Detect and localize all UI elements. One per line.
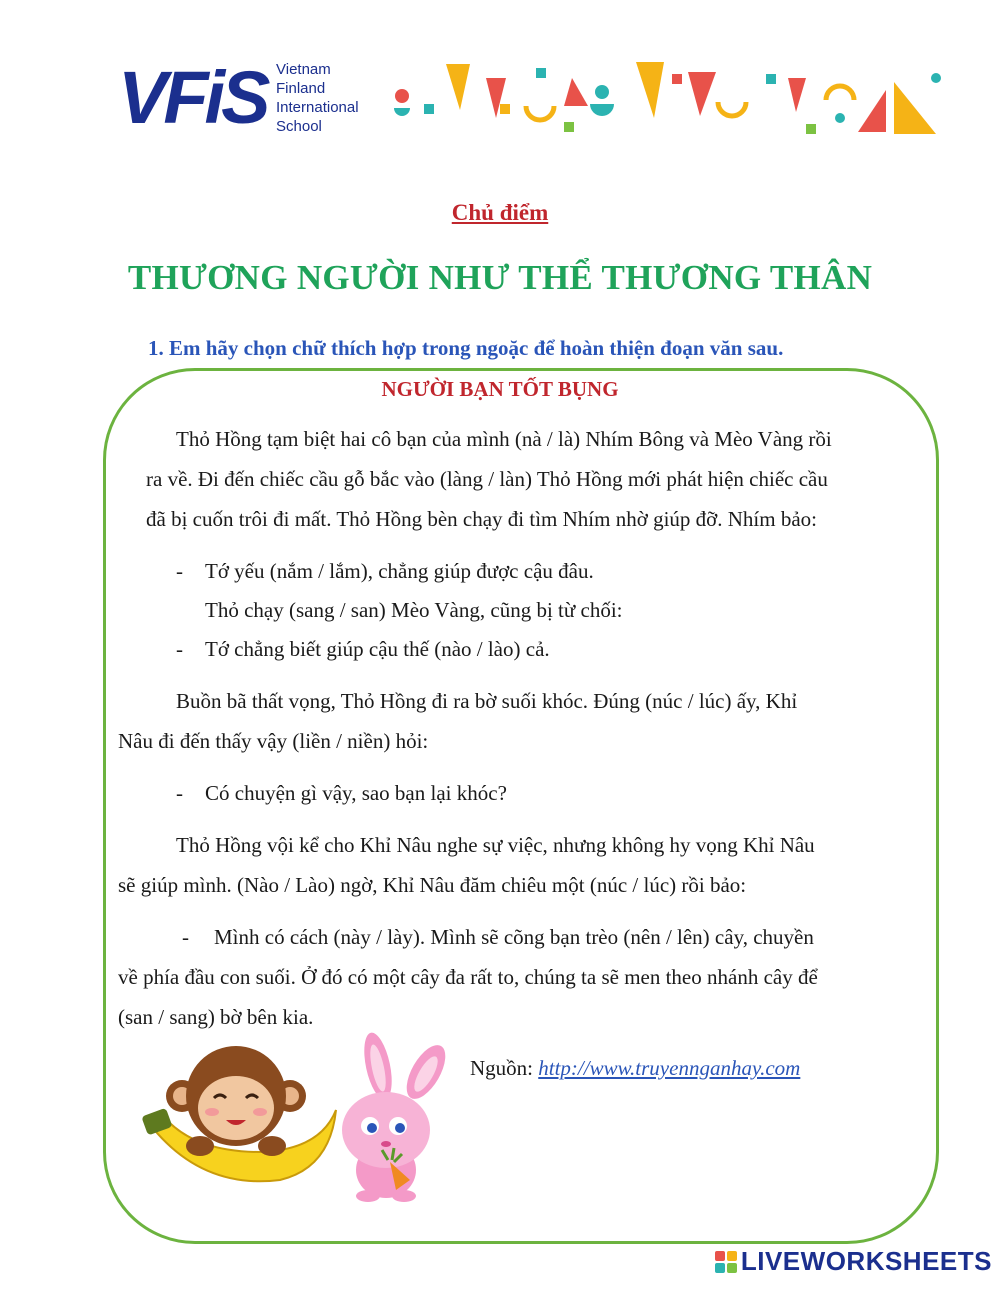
- logo-line: School: [276, 118, 322, 135]
- logo-line: International: [276, 99, 359, 116]
- source-label: Nguồn:: [470, 1056, 539, 1080]
- dialogue-line: về phía đầu con suối. Ở đó có một cây đa rất to, chúng ta sẽ men theo nhánh cây để: [118, 965, 818, 989]
- logo-line: Finland: [276, 80, 326, 97]
- footer-brand: LIVEWORKSHEETS: [740, 1246, 992, 1276]
- bunny-illustration: [330, 1030, 450, 1202]
- narration-line: Thỏ chạy (sang / san) Mèo Vàng, cũng bị từ chối:: [205, 598, 623, 622]
- page-title: THƯƠNG NGƯỜI NHƯ THỂ THƯƠNG THÂN: [127, 258, 873, 297]
- dialogue-line: (san / sang) bờ bên kia.: [118, 1005, 314, 1029]
- paragraph-line: Thỏ Hồng vội kể cho Khỉ Nâu nghe sự việc, nhưng không hy vọng Khỉ Nâu: [176, 833, 815, 857]
- dialogue-dash: -: [176, 559, 183, 583]
- monkey-banana-illustration: [140, 1040, 340, 1200]
- dialogue-dash: -: [176, 637, 183, 661]
- paragraph-line: Nâu đi đến thấy vậy (liền / niền) hỏi:: [118, 729, 429, 753]
- source-link[interactable]: http://www.truyennganhay.com: [538, 1056, 801, 1080]
- paragraph-line: ra về. Đi đến chiếc cầu gỗ bắc vào (làng / làn) Thỏ Hồng mới phát hiện chiếc cầu: [146, 467, 828, 491]
- liveworksheets-footer: [715, 1246, 992, 1277]
- paragraph-line: sẽ giúp mình. (Nào / Lào) ngờ, Khỉ Nâu đăm chiêu một (núc / lúc) rồi bảo:: [118, 873, 747, 897]
- school-logo: [118, 58, 368, 142]
- question-prompt: 1. Em hãy chọn chữ thích hợp trong ngoặc để hoàn thiện đoạn văn sau.: [148, 336, 784, 360]
- story-title: NGƯỜI BẠN TỐT BỤNG: [381, 377, 619, 401]
- theme-label: Chủ điểm: [451, 200, 549, 225]
- paragraph-line: đã bị cuốn trôi đi mất. Thỏ Hồng bèn chạy đi tìm Nhím nhờ giúp đỡ. Nhím bảo:: [146, 507, 817, 531]
- logo-mark: VFiS: [118, 56, 267, 139]
- dialogue-line: Tớ chẳng biết giúp cậu thế (nào / lào) cả.: [205, 637, 550, 661]
- dialogue-line: Tớ yếu (nắm / lắm), chẳng giúp được cậu đâu.: [205, 559, 594, 583]
- decorative-shapes: [388, 56, 948, 142]
- paragraph-line: Buồn bã thất vọng, Thỏ Hồng đi ra bờ suối khóc. Đúng (núc / lúc) ấy, Khỉ: [176, 689, 798, 713]
- dialogue-line: Mình có cách (này / lày). Mình sẽ cõng bạn trèo (nên / lên) cây, chuyền: [214, 925, 814, 949]
- logo-line: Vietnam: [276, 61, 331, 78]
- dialogue-line: Có chuyện gì vậy, sao bạn lại khóc?: [205, 781, 507, 805]
- dialogue-dash: -: [182, 925, 189, 949]
- logo-text: [276, 60, 359, 136]
- liveworksheets-icon: [715, 1251, 737, 1273]
- source-credit: [470, 1056, 800, 1081]
- dialogue-dash: -: [176, 781, 183, 805]
- paragraph-line: Thỏ Hồng tạm biệt hai cô bạn của mình (nà / là) Nhím Bông và Mèo Vàng rồi: [176, 427, 832, 451]
